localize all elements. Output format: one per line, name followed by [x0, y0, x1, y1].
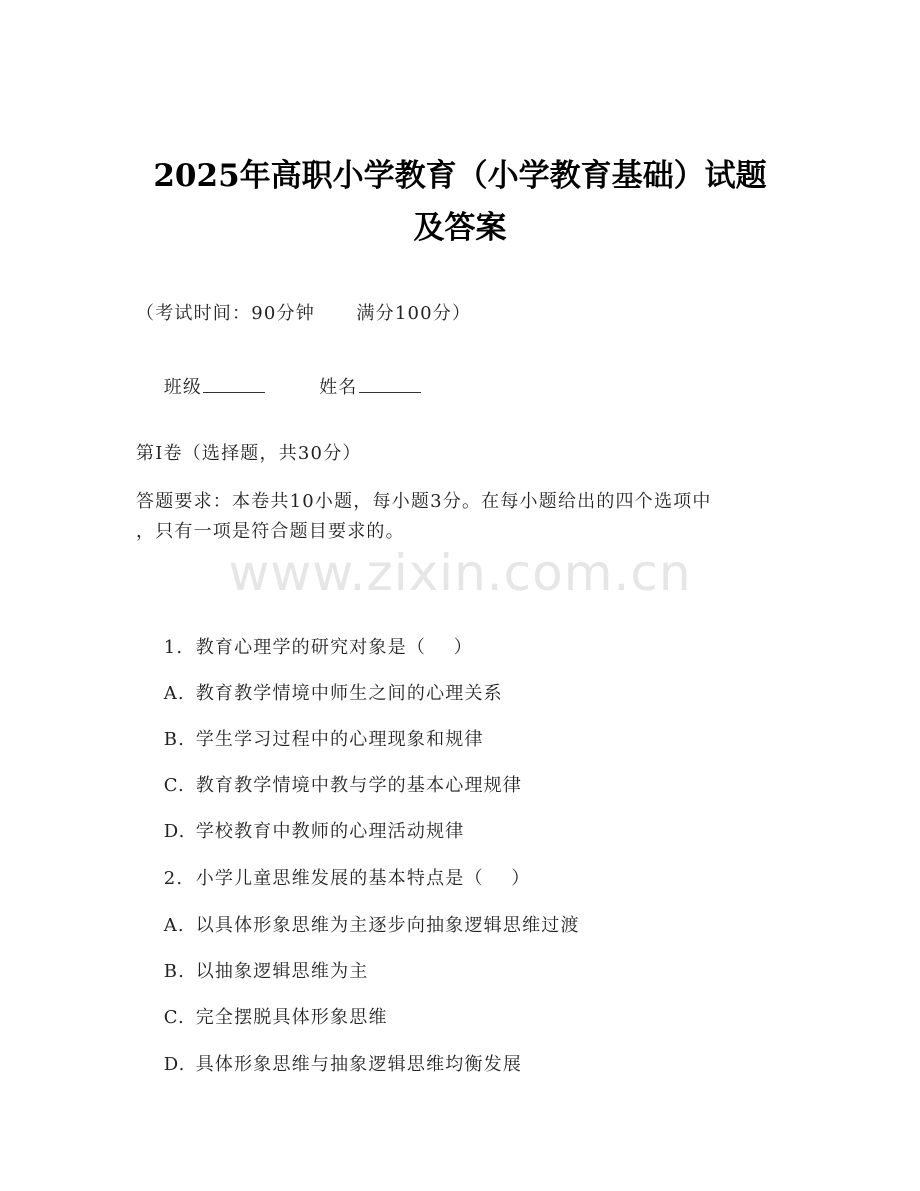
option-key: A. — [163, 915, 185, 936]
question-number: 1. — [163, 637, 184, 658]
option-key: A. — [163, 683, 185, 704]
option-text: 以抽象逻辑思维为主 — [195, 961, 369, 982]
option-key: B. — [163, 961, 186, 982]
option-key: D. — [163, 1054, 186, 1075]
student-info-fields — [136, 350, 421, 424]
question-2-option-d — [136, 1029, 522, 1101]
title-line-1: 2025年高职小学教育（小学教育基础）试题 — [153, 158, 767, 194]
name-label: 姓名 — [319, 377, 358, 398]
watermark: www.zixin.com.cn — [228, 544, 692, 602]
instructions-line-1: 答题要求：本卷共10小题，每小题3分。在每小题给出的四个选项中 — [136, 491, 712, 512]
option-text: 教育教学情境中教与学的基本心理规律 — [195, 775, 523, 796]
option-text: 学生学习过程中的心理现象和规律 — [195, 729, 484, 750]
option-text: 学校教育中教师的心理活动规律 — [195, 821, 465, 842]
option-text: 完全摆脱具体形象思维 — [195, 1007, 388, 1028]
instructions-line-2: ，只有一项是符合题目要求的。 — [136, 521, 405, 542]
option-text: 具体形象思维与抽象逻辑思维均衡发展 — [195, 1054, 523, 1075]
question-text: 小学儿童思维发展的基本特点是（ ） — [195, 868, 531, 889]
option-key: C. — [163, 1007, 185, 1028]
option-key: C. — [163, 775, 185, 796]
exam-info: （考试时间：90分钟 满分100分） — [136, 303, 472, 324]
class-label: 班级 — [163, 377, 203, 398]
class-blank — [203, 374, 265, 393]
question-text: 教育心理学的研究对象是（ ） — [195, 637, 473, 658]
option-text: 教育教学情境中师生之间的心理关系 — [195, 683, 503, 704]
question-number: 2. — [163, 868, 184, 889]
option-text: 以具体形象思维为主逐步向抽象逻辑思维过渡 — [195, 915, 580, 936]
title-line-2: 及答案 — [413, 210, 507, 246]
document-title — [0, 150, 920, 254]
section-title: 第I卷（选择题，共30分） — [136, 443, 362, 464]
option-key: B. — [163, 729, 186, 750]
name-blank — [359, 374, 421, 393]
option-key: D. — [163, 821, 186, 842]
